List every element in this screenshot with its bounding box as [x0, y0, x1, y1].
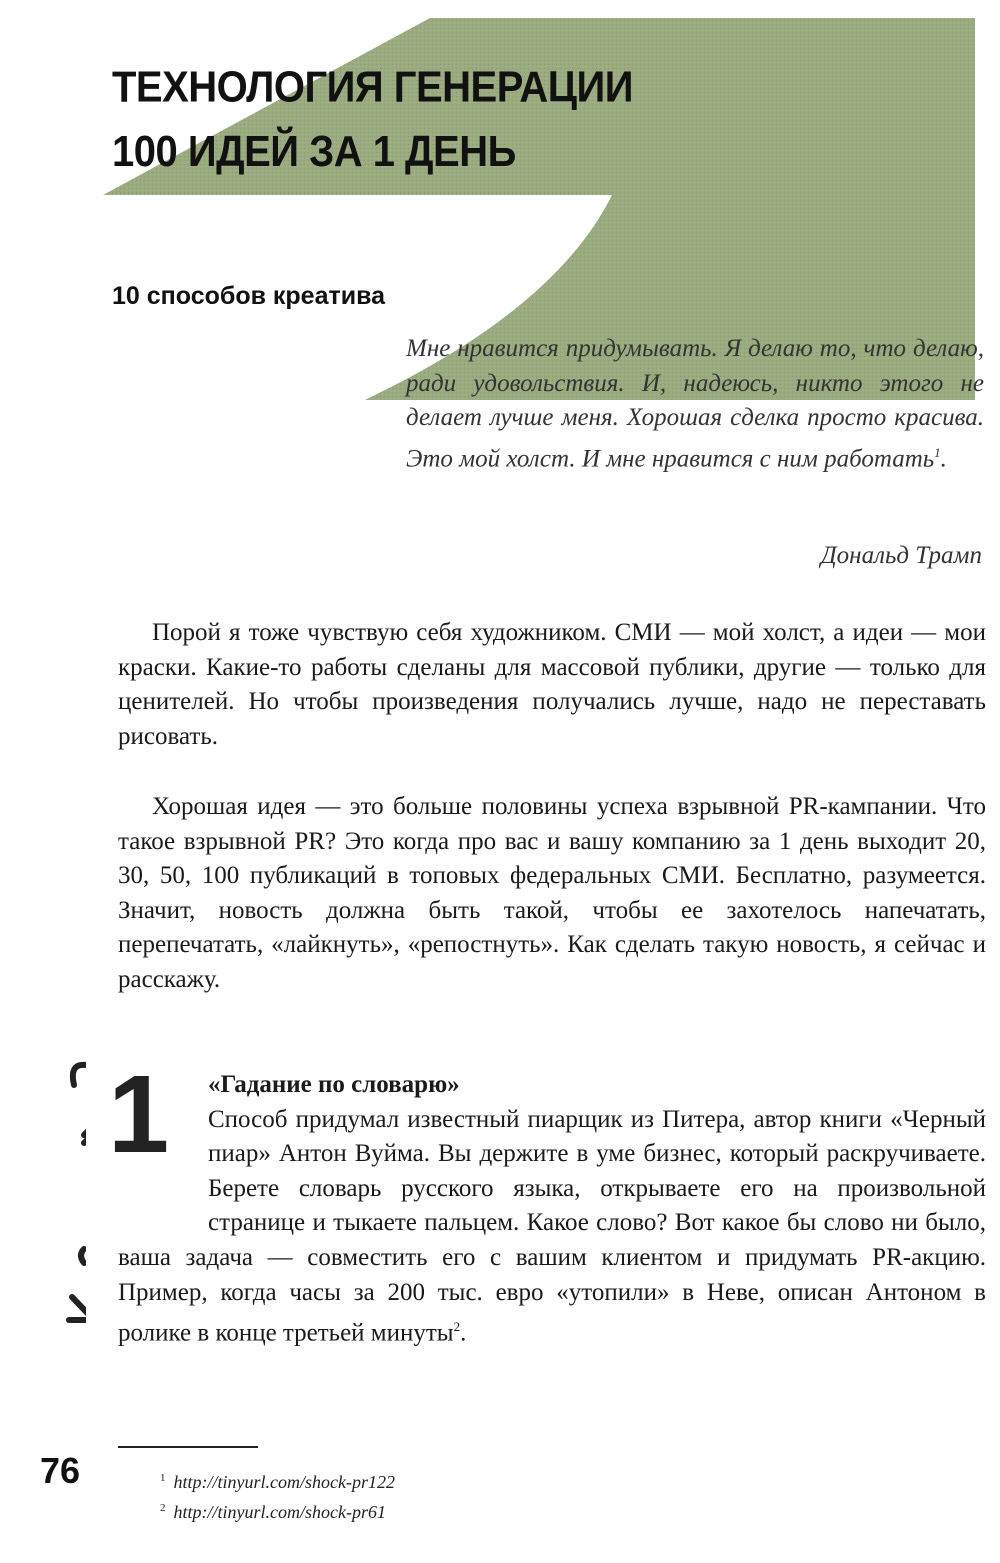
footnote-1-link[interactable]: http://tinyurl.com/shock-pr122	[173, 1472, 395, 1492]
footnote-2	[160, 1495, 395, 1525]
paragraph-1-text: Порой я тоже чувствую себя художником. СМИ — мой холст, а идеи — мои краски. Какие-то работы сделаны для массовой публики, другие — только для ценителей. Но чтобы произведения получались лучше, надо не переставать рисовать.	[118, 619, 986, 750]
chapter-title-line-1: ТЕХНОЛОГИЯ ГЕНЕРАЦИИ	[112, 63, 633, 112]
epigraph-author: Дональд Трамп	[820, 542, 982, 569]
footnote-2-mark: 2	[160, 1502, 166, 1514]
method-item-text: Способ придумал известный пиарщик из Питера, автор книги «Черный пиар» Антон Вуйма. Вы держите в уме бизнес, который раскручиваете. Берете словарь русского языка, открываете его на произвольной странице и тыкаете пальцем. Какое слово? Вот какое бы слово ни было, ваша задача — совместить его с вашим клиентом и придумать PR-акцию. Пример, когда часы за 200 тыс. евро «утопили» в Неве, описан Антоном в ролике в конце третьей минуты	[118, 1105, 986, 1347]
method-item-heading: «Гадание по словарю»	[208, 1071, 460, 1098]
chapter-title	[112, 55, 672, 185]
chapter-title-line-2: 100 ИДЕЙ ЗА 1 ДЕНЬ	[112, 128, 516, 176]
method-item-1	[118, 1068, 986, 1351]
handwritten-logo-icon	[6, 1000, 86, 1330]
page-number: 76	[40, 1450, 81, 1491]
paragraph-2-text: Хорошая идея — это больше половины успеха взрывной PR-кампании. Что такое взрывной PR? Это когда про вас и вашу компанию за 1 день выходит 20, 30, 50, 100 публикаций в топовых федеральных СМИ. Бесплатно, разумеется. Значит, новость должна быть такой, чтобы ее захотелось напечатать, перепечатать, «лайкнуть», «репостнуть». Как сделать такую новость, я сейчас и расскажу.	[118, 793, 986, 993]
epigraph-text: Мне нравится придумывать. Я делаю то, что делаю, ради удовольствия. И, надеюсь, никто этого не делает лучше меня. Хорошая сделка просто красива. Это мой холст. И мне нравится с ним работать	[406, 335, 984, 472]
section-title: 10 способов креатива	[112, 282, 386, 310]
epigraph-quote	[406, 332, 984, 476]
paragraph-2	[118, 790, 986, 998]
paragraph-1	[118, 616, 986, 754]
footnote-ref-2: 2	[453, 1319, 461, 1335]
epigraph-end: .	[940, 444, 947, 472]
footnote-ref-1: 1	[934, 444, 941, 460]
footnotes	[160, 1465, 395, 1525]
footnote-1	[160, 1465, 395, 1495]
footnote-2-link[interactable]: http://tinyurl.com/shock-pr61	[173, 1502, 386, 1522]
footnote-1-mark: 1	[160, 1472, 166, 1484]
footnote-separator	[118, 1446, 258, 1448]
item-number: 1	[108, 1053, 170, 1176]
method-item-end: .	[460, 1319, 467, 1347]
